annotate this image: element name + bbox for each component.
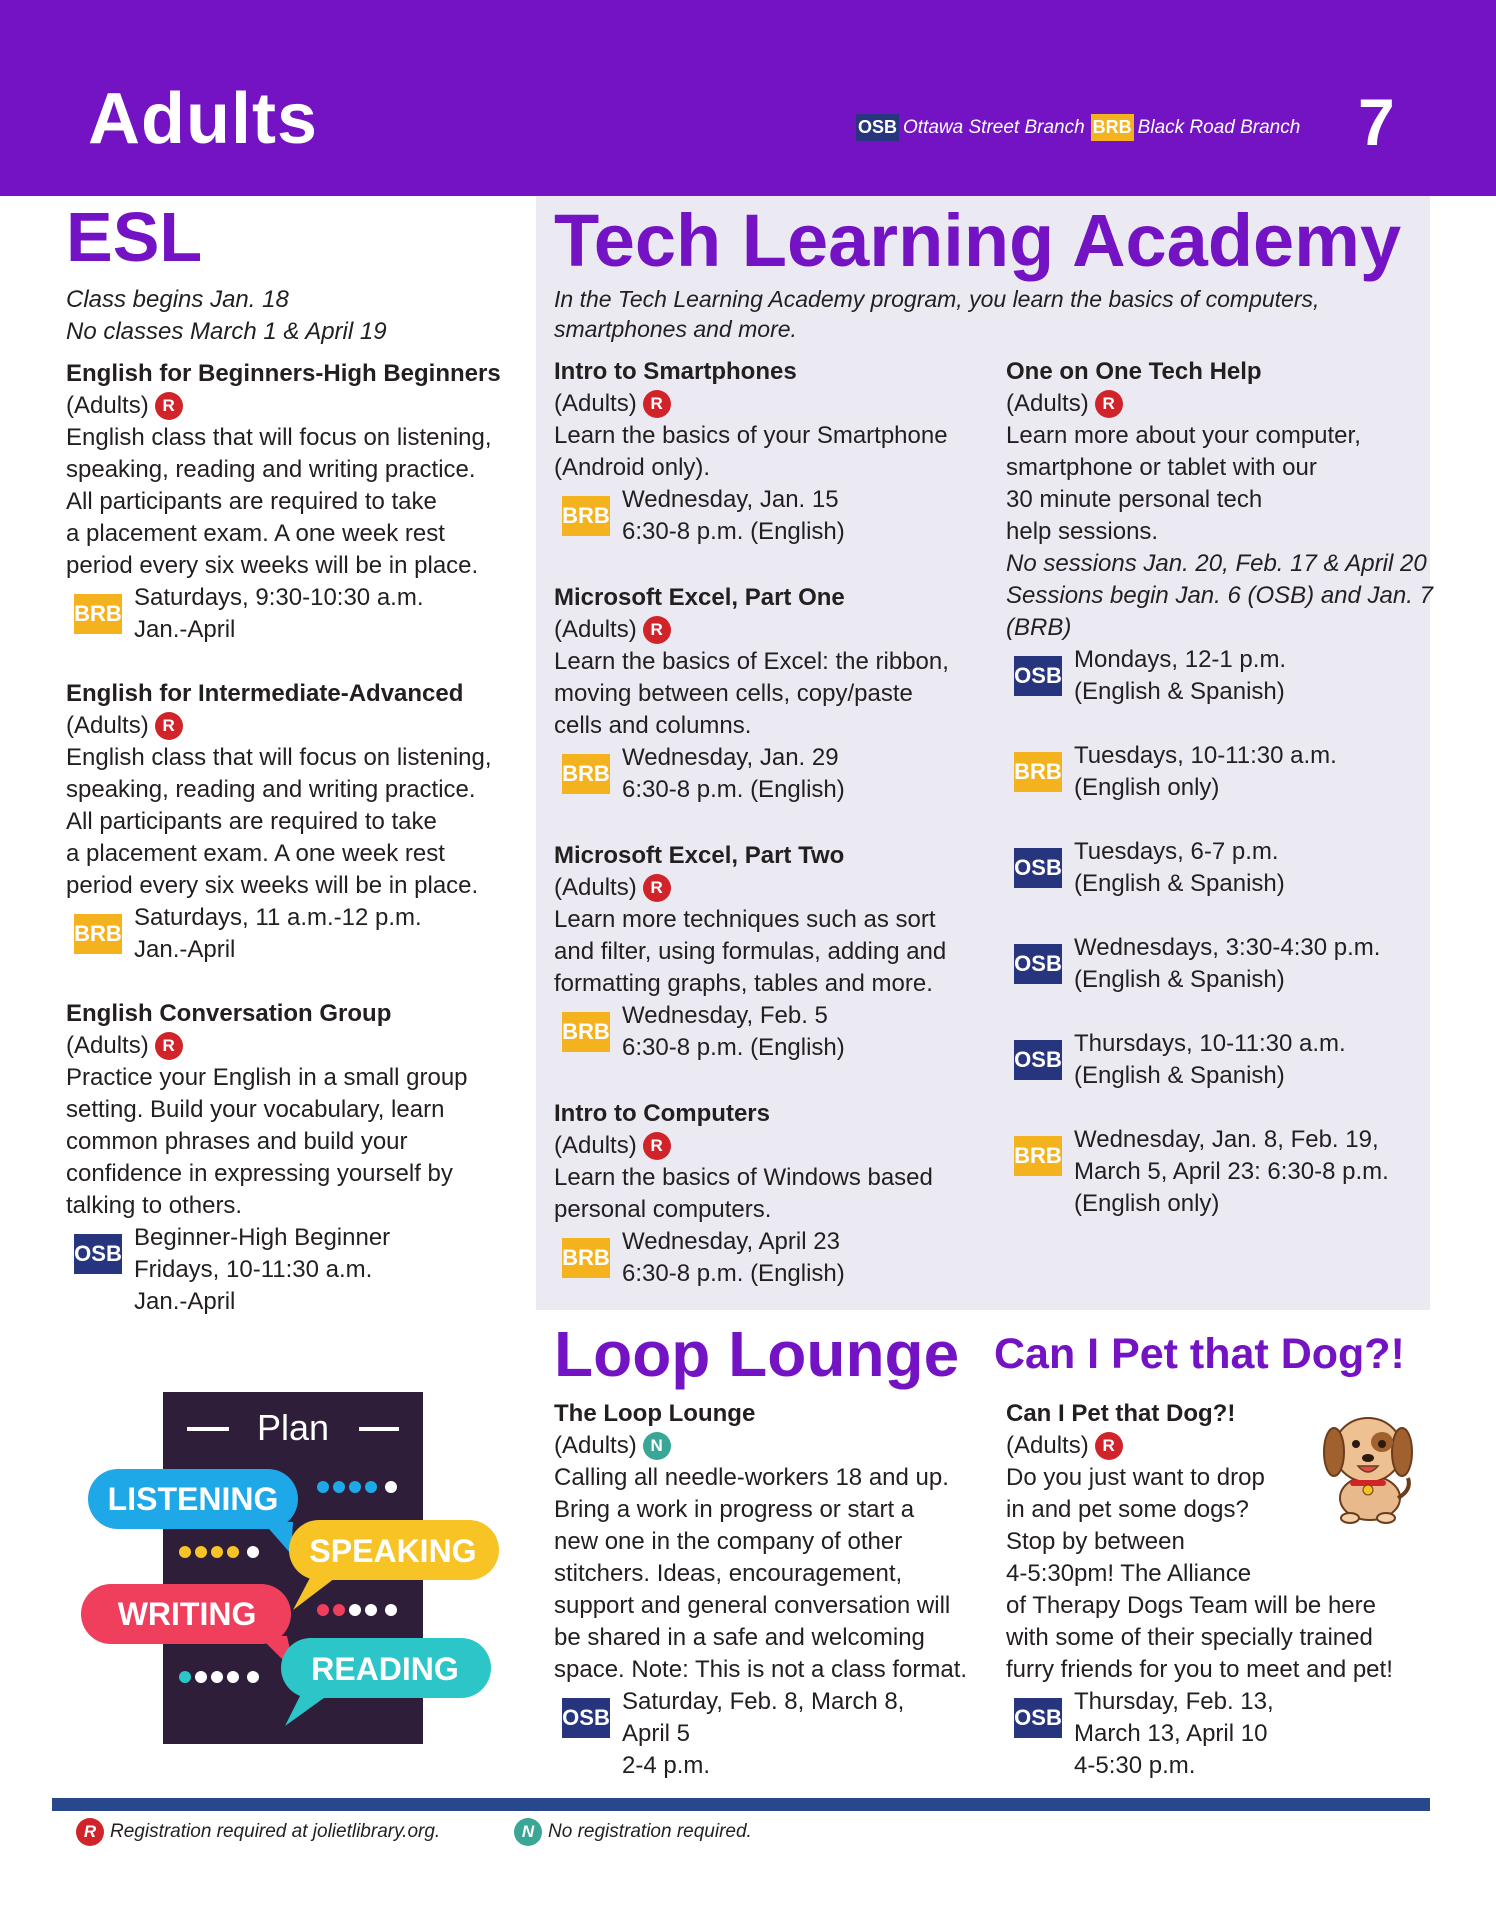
branch-tag: OSB xyxy=(1014,944,1062,984)
desc-line: of Therapy Dogs Team will be here xyxy=(1006,1592,1376,1619)
desc-line: a placement exam. A one week rest xyxy=(66,840,445,867)
item-audience xyxy=(66,390,526,422)
schedule xyxy=(66,902,526,966)
item-description xyxy=(554,1462,994,1686)
schedule-line: Wednesday, April 23 xyxy=(622,1228,840,1255)
schedule xyxy=(1006,644,1430,708)
esl-item xyxy=(66,358,526,646)
audience-label: (Adults) xyxy=(554,390,637,417)
item-title: English for Beginners-High Beginners xyxy=(66,360,501,387)
schedule-line: Tuesdays, 6-7 p.m. xyxy=(1074,838,1279,865)
writing-label: WRITING xyxy=(117,1596,257,1632)
item-title: One on One Tech Help xyxy=(1006,358,1262,385)
item-audience xyxy=(554,1430,994,1462)
desc-line: Calling all needle-workers 18 and up. xyxy=(554,1464,949,1491)
dog-title: Can I Pet that Dog?! xyxy=(994,1330,1405,1378)
schedule-line: Jan.-April xyxy=(134,616,236,643)
tla-left-column xyxy=(554,356,994,1290)
desc-line: Learn the basics of Excel: the ribbon, xyxy=(554,648,949,675)
schedule-line: (English & Spanish) xyxy=(1074,966,1285,993)
desc-line: period every six weeks will be in place. xyxy=(66,872,479,899)
item-description xyxy=(66,422,526,582)
audience-label: (Adults) xyxy=(66,392,149,419)
branch-tag: BRB xyxy=(562,1238,610,1278)
registration-badge-icon: R xyxy=(1095,390,1123,418)
registration-badge-icon: R xyxy=(643,616,671,644)
schedule-line: Thursday, Feb. 13, xyxy=(1074,1688,1274,1715)
audience-label: (Adults) xyxy=(554,616,637,643)
schedule-line: Wednesday, Feb. 5 xyxy=(622,1002,828,1029)
schedule-line: Fridays, 10-11:30 a.m. xyxy=(134,1256,373,1283)
no-registration-badge-icon: N xyxy=(643,1432,671,1460)
schedule-line: March 5, April 23: 6:30-8 p.m. xyxy=(1074,1158,1389,1185)
schedule xyxy=(554,1000,994,1064)
branch-tag: OSB xyxy=(1014,1698,1062,1738)
item-title: Can I Pet that Dog?! xyxy=(1006,1400,1236,1427)
footer-registration-note xyxy=(76,1818,440,1846)
esl-title: ESL xyxy=(66,198,203,276)
schedule-line: (English & Spanish) xyxy=(1074,1062,1285,1089)
note-line: No sessions Jan. 20, Feb. 17 & April 20 xyxy=(1006,550,1427,577)
esl-column xyxy=(66,200,526,1318)
registration-badge-icon: R xyxy=(155,392,183,420)
item-title: Microsoft Excel, Part Two xyxy=(554,842,845,869)
schedule-line: Thursdays, 10-11:30 a.m. xyxy=(1074,1030,1346,1057)
loop-section xyxy=(554,1318,994,1782)
branch-legend xyxy=(856,114,1306,141)
schedule-line: Saturdays, 11 a.m.-12 p.m. xyxy=(134,904,422,931)
schedule xyxy=(1006,1124,1430,1220)
tla-section xyxy=(554,200,1434,344)
plan-graphic xyxy=(107,1392,477,1744)
item-description xyxy=(554,646,994,742)
desc-line: English class that will focus on listening, xyxy=(66,424,492,451)
item-audience xyxy=(554,1130,994,1162)
branch-tag: BRB xyxy=(74,914,122,954)
tla-right-column xyxy=(1006,356,1433,1220)
item-description xyxy=(554,420,994,484)
desc-line: common phrases and build your xyxy=(66,1128,408,1155)
tla-item xyxy=(554,1098,994,1290)
schedule-line: Jan.-April xyxy=(134,936,236,963)
desc-line: a placement exam. A one week rest xyxy=(66,520,445,547)
schedule xyxy=(1006,740,1430,804)
speaking-label: SPEAKING xyxy=(309,1533,477,1569)
desc-line: Learn more about your computer, xyxy=(1006,422,1361,449)
esl-intro-line: No classes March 1 & April 19 xyxy=(66,318,387,345)
item-title: Intro to Computers xyxy=(554,1100,770,1127)
esl-item xyxy=(66,998,526,1318)
schedule xyxy=(1006,932,1430,996)
desc-line: be shared in a safe and welcoming xyxy=(554,1624,925,1651)
item-notes xyxy=(1006,548,1433,644)
schedule-line: Beginner-High Beginner xyxy=(134,1224,391,1251)
schedule-line: 4-5:30 p.m. xyxy=(1074,1752,1196,1779)
desc-line: moving between cells, copy/paste xyxy=(554,680,913,707)
schedule xyxy=(66,1222,526,1318)
brb-tag: BRB xyxy=(1091,114,1134,141)
item-audience xyxy=(66,1030,526,1062)
branch-tag: BRB xyxy=(562,1012,610,1052)
desc-line: All participants are required to take xyxy=(66,488,437,515)
schedule-line: (English & Spanish) xyxy=(1074,870,1285,897)
tla-intro-line: smartphones and more. xyxy=(554,316,797,342)
schedule-line: Mondays, 12-1 p.m. xyxy=(1074,646,1287,673)
schedule-line: April 5 xyxy=(622,1720,691,1747)
desc-line: speaking, reading and writing practice. xyxy=(66,456,476,483)
loop-title: Loop Lounge xyxy=(554,1318,960,1390)
desc-line: space. Note: This is not a class format. xyxy=(554,1656,968,1683)
page-header xyxy=(0,0,1496,196)
desc-line: Practice your English in a small group xyxy=(66,1064,468,1091)
schedule-line: 2-4 p.m. xyxy=(622,1752,711,1779)
tla-item xyxy=(554,356,994,548)
schedule-line: 6:30-8 p.m. (English) xyxy=(622,518,845,545)
branch-tag: BRB xyxy=(1014,1136,1062,1176)
osb-tag: OSB xyxy=(856,114,899,141)
no-registration-badge-icon: N xyxy=(514,1818,542,1846)
desc-line: in and pet some dogs? xyxy=(1006,1496,1249,1523)
desc-line: personal computers. xyxy=(554,1196,772,1223)
page-number: 7 xyxy=(1358,85,1395,159)
schedule xyxy=(554,1226,994,1290)
desc-line: setting. Build your vocabulary, learn xyxy=(66,1096,445,1123)
desc-line: talking to others. xyxy=(66,1192,243,1219)
schedule-line: (English only) xyxy=(1074,774,1220,801)
item-audience xyxy=(554,388,994,420)
registration-badge-icon: R xyxy=(643,874,671,902)
schedule xyxy=(1006,1028,1430,1092)
item-description xyxy=(554,1162,994,1226)
listening-label: LISTENING xyxy=(107,1481,279,1517)
desc-line: Learn the basics of Windows based xyxy=(554,1164,933,1191)
schedule xyxy=(1006,1686,1434,1782)
note-line: Sessions begin Jan. 6 (OSB) and Jan. 7 xyxy=(1006,582,1433,609)
footer-divider xyxy=(52,1798,1430,1811)
schedule-line: Tuesdays, 10-11:30 a.m. xyxy=(1074,742,1337,769)
schedule xyxy=(66,582,526,646)
brb-label: Black Road Branch xyxy=(1137,116,1301,138)
no-registration-note-text: No registration required. xyxy=(548,1821,752,1842)
footer-no-registration-note xyxy=(514,1818,752,1846)
schedule-line: (English & Spanish) xyxy=(1074,678,1285,705)
registration-badge-icon: R xyxy=(1095,1432,1123,1460)
registration-note-text: Registration required at jolietlibrary.org. xyxy=(110,1821,441,1842)
branch-tag: OSB xyxy=(1014,848,1062,888)
item-audience xyxy=(554,614,994,646)
schedule-line: Jan.-April xyxy=(134,1288,236,1315)
item-audience xyxy=(66,710,526,742)
desc-line: English class that will focus on listening, xyxy=(66,744,492,771)
desc-line: 30 minute personal tech xyxy=(1006,486,1263,513)
audience-label: (Adults) xyxy=(554,1132,637,1159)
registration-badge-icon: R xyxy=(643,1132,671,1160)
desc-line: support and general conversation will xyxy=(554,1592,951,1619)
dog-section xyxy=(994,1318,1434,1782)
audience-label: (Adults) xyxy=(554,874,637,901)
registration-badge-icon: R xyxy=(155,1032,183,1060)
branch-tag: OSB xyxy=(562,1698,610,1738)
esl-intro xyxy=(66,284,526,348)
desc-line: formatting graphs, tables and more. xyxy=(554,970,933,997)
item-title: English for Intermediate-Advanced xyxy=(66,680,464,707)
desc-line: All participants are required to take xyxy=(66,808,437,835)
esl-intro-line: Class begins Jan. 18 xyxy=(66,286,289,313)
schedule xyxy=(554,742,994,806)
schedule-line: (English only) xyxy=(1074,1190,1220,1217)
audience-label: (Adults) xyxy=(66,1032,149,1059)
registration-badge-icon: R xyxy=(643,390,671,418)
audience-label: (Adults) xyxy=(1006,1432,1089,1459)
desc-line: Bring a work in progress or start a xyxy=(554,1496,915,1523)
section-title: Adults xyxy=(88,79,318,159)
schedule-line: 6:30-8 p.m. (English) xyxy=(622,776,845,803)
branch-tag: OSB xyxy=(74,1234,122,1274)
desc-line: Stop by between xyxy=(1006,1528,1185,1555)
schedule-line: 6:30-8 p.m. (English) xyxy=(622,1034,845,1061)
plan-speech-bubbles xyxy=(107,1392,477,1744)
item-description xyxy=(1006,420,1430,548)
schedule xyxy=(1006,836,1430,900)
schedule-line: Wednesday, Jan. 15 xyxy=(622,486,839,513)
desc-line: Learn the basics of your Smartphone xyxy=(554,422,948,449)
item-audience xyxy=(1006,388,1430,420)
item-description xyxy=(554,904,994,1000)
desc-line: and filter, using formulas, adding and xyxy=(554,938,947,965)
registration-badge-icon: R xyxy=(155,712,183,740)
audience-label: (Adults) xyxy=(66,712,149,739)
tla-item xyxy=(554,582,994,806)
desc-line: help sessions. xyxy=(1006,518,1159,545)
schedule-line: 6:30-8 p.m. (English) xyxy=(622,1260,845,1287)
branch-tag: OSB xyxy=(1014,656,1062,696)
item-title: The Loop Lounge xyxy=(554,1400,756,1427)
schedule xyxy=(554,484,994,548)
desc-line: furry friends for you to meet and pet! xyxy=(1006,1656,1393,1683)
branch-tag: BRB xyxy=(1014,752,1062,792)
osb-label: Ottawa Street Branch xyxy=(903,116,1085,138)
desc-line: smartphone or tablet with our xyxy=(1006,454,1317,481)
schedule xyxy=(554,1686,994,1782)
item-description xyxy=(66,742,526,902)
tla-intro xyxy=(554,284,1434,344)
item-description xyxy=(66,1062,526,1222)
note-line: (BRB) xyxy=(1006,614,1072,641)
dog-icon xyxy=(1320,1402,1416,1524)
tla-title: Tech Learning Academy xyxy=(554,199,1402,282)
desc-line: cells and columns. xyxy=(554,712,752,739)
branch-tag: BRB xyxy=(562,496,610,536)
desc-line: stitchers. Ideas, encouragement, xyxy=(554,1560,903,1587)
schedule-line: Saturday, Feb. 8, March 8, xyxy=(622,1688,905,1715)
registration-badge-icon: R xyxy=(76,1818,104,1846)
schedule-line: Wednesdays, 3:30-4:30 p.m. xyxy=(1074,934,1381,961)
schedule-line: Wednesday, Jan. 29 xyxy=(622,744,839,771)
plan-title: Plan xyxy=(256,1407,330,1448)
tla-item xyxy=(554,840,994,1064)
audience-label: (Adults) xyxy=(554,1432,637,1459)
branch-tag: BRB xyxy=(74,594,122,634)
branch-tag: BRB xyxy=(562,754,610,794)
schedule-line: March 13, April 10 xyxy=(1074,1720,1268,1747)
item-title: Intro to Smartphones xyxy=(554,358,797,385)
item-title: Microsoft Excel, Part One xyxy=(554,584,845,611)
desc-line: 4-5:30pm! The Alliance xyxy=(1006,1560,1252,1587)
desc-line: new one in the company of other xyxy=(554,1528,903,1555)
desc-line: Do you just want to drop xyxy=(1006,1464,1265,1491)
esl-item xyxy=(66,678,526,966)
tla-intro-line: In the Tech Learning Academy program, you learn the basics of computers, xyxy=(554,286,1320,312)
item-title: English Conversation Group xyxy=(66,1000,392,1027)
desc-line: period every six weeks will be in place. xyxy=(66,552,479,579)
desc-line: (Android only). xyxy=(554,454,711,481)
desc-line: confidence in expressing yourself by xyxy=(66,1160,453,1187)
reading-label: READING xyxy=(311,1651,459,1687)
branch-tag: OSB xyxy=(1014,1040,1062,1080)
schedule-line: Wednesday, Jan. 8, Feb. 19, xyxy=(1074,1126,1379,1153)
desc-line: speaking, reading and writing practice. xyxy=(66,776,476,803)
schedule-line: Saturdays, 9:30-10:30 a.m. xyxy=(134,584,424,611)
desc-line: with some of their specially trained xyxy=(1006,1624,1373,1651)
desc-line: Learn more techniques such as sort xyxy=(554,906,936,933)
item-audience xyxy=(554,872,994,904)
audience-label: (Adults) xyxy=(1006,390,1089,417)
